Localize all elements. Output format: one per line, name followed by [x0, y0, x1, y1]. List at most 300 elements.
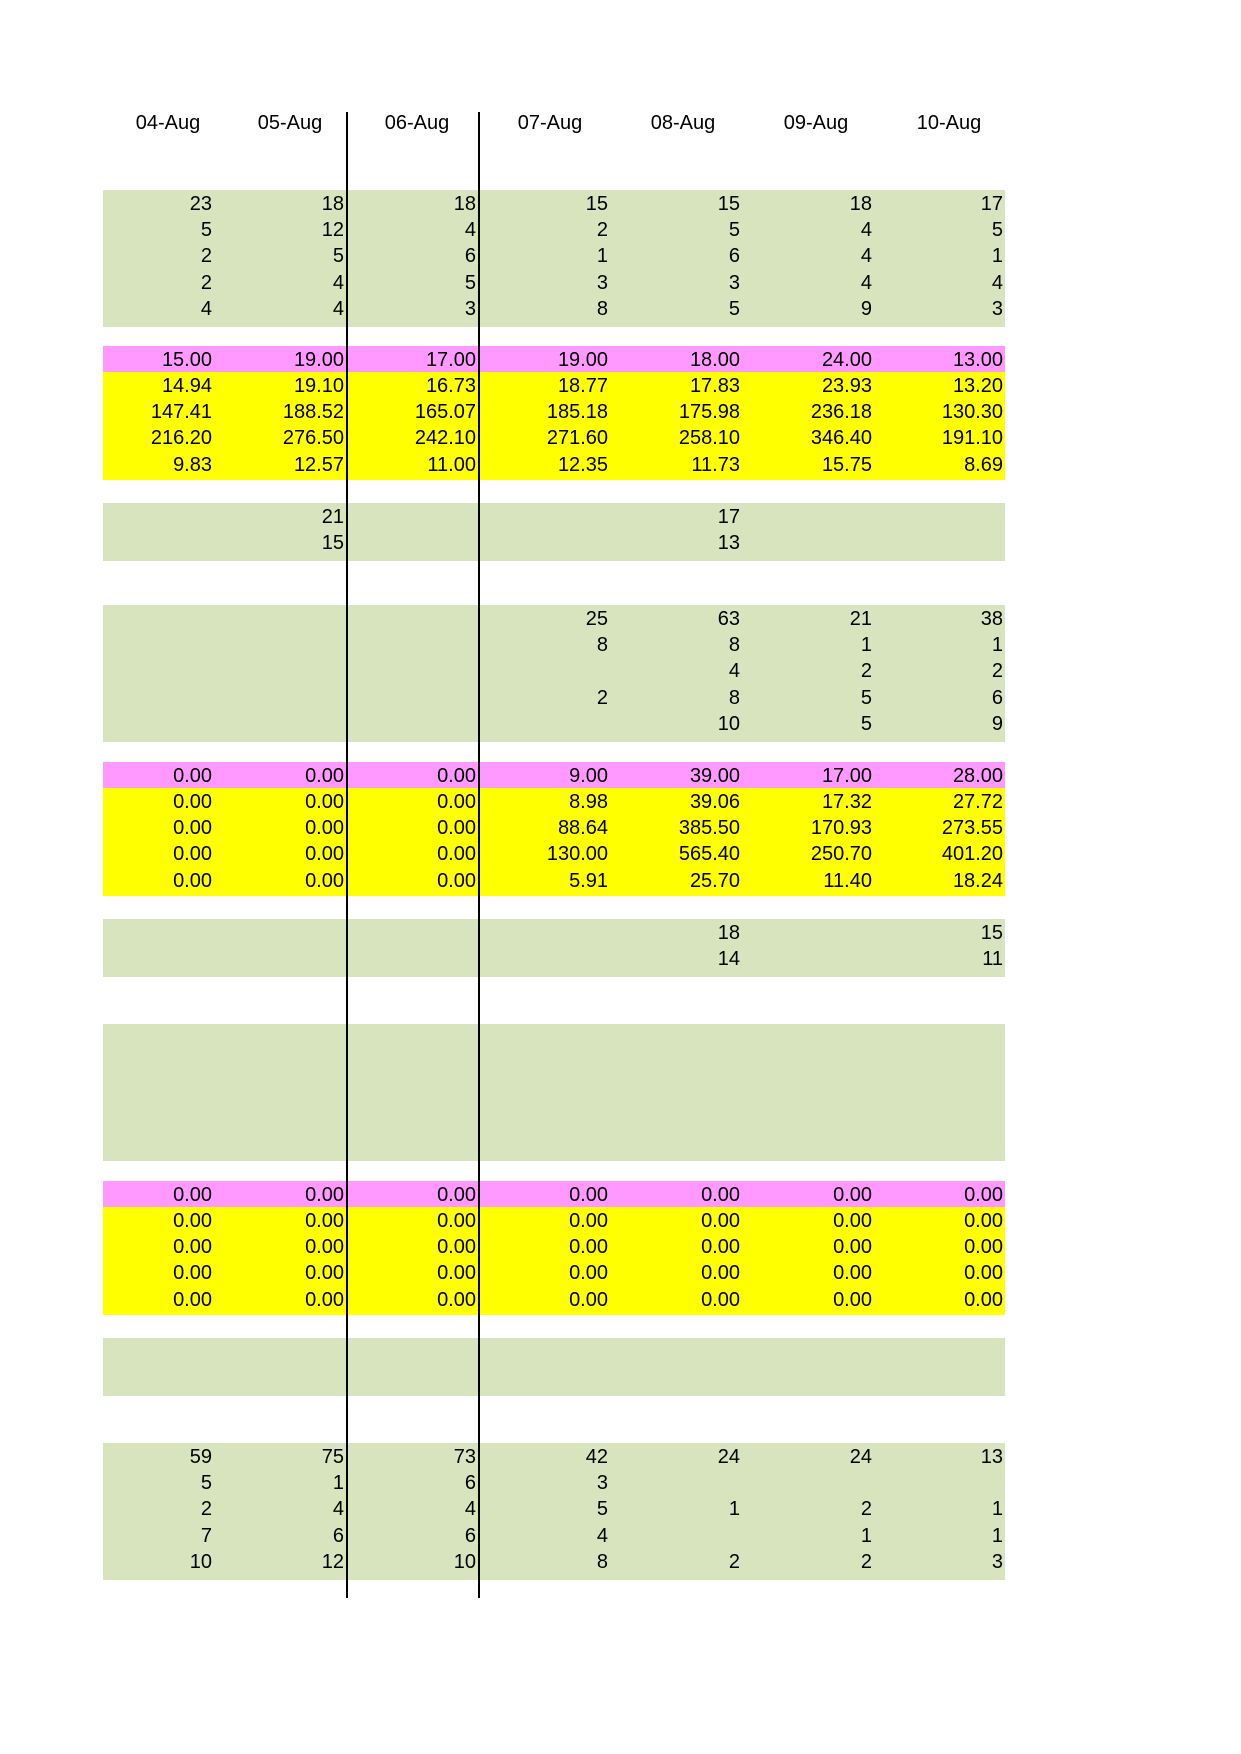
- cell[interactable]: 216.20: [150, 427, 212, 450]
- cell[interactable]: 5: [860, 686, 872, 709]
- cell[interactable]: 17.00: [425, 349, 476, 371]
- cell[interactable]: 11.40: [823, 869, 872, 892]
- cell[interactable]: [356, 685, 476, 711]
- cell[interactable]: [224, 1051, 344, 1077]
- cell[interactable]: 2: [200, 245, 212, 268]
- cell[interactable]: [224, 946, 344, 972]
- cell[interactable]: [752, 1025, 872, 1051]
- cell[interactable]: 3: [596, 1472, 608, 1495]
- cell[interactable]: 24: [717, 1446, 740, 1468]
- cell[interactable]: 18: [849, 193, 872, 215]
- cell[interactable]: 175.98: [678, 401, 740, 424]
- cell[interactable]: 0.00: [437, 1262, 476, 1285]
- cell[interactable]: 15: [321, 532, 344, 555]
- cell[interactable]: 16.73: [425, 375, 476, 397]
- cell[interactable]: 5: [728, 297, 740, 320]
- cell[interactable]: [92, 1051, 212, 1077]
- cell[interactable]: 2: [596, 219, 608, 242]
- cell[interactable]: [488, 1077, 608, 1103]
- cell[interactable]: 191.10: [941, 427, 1003, 450]
- cell[interactable]: 18: [717, 922, 740, 944]
- cell[interactable]: 3: [991, 1550, 1003, 1573]
- cell[interactable]: 6: [991, 686, 1003, 709]
- cell[interactable]: [620, 1339, 740, 1365]
- table-row: [103, 868, 1005, 894]
- cell[interactable]: 15.00: [161, 349, 212, 371]
- cell[interactable]: [356, 1365, 476, 1391]
- cell[interactable]: [883, 1339, 1003, 1365]
- cell[interactable]: [488, 920, 608, 946]
- cell[interactable]: 12: [321, 219, 344, 242]
- cell[interactable]: 0.00: [437, 817, 476, 840]
- cell[interactable]: [620, 1025, 740, 1051]
- cell[interactable]: 17.83: [689, 375, 740, 397]
- cell[interactable]: 12: [321, 1550, 344, 1573]
- cell[interactable]: 0.00: [437, 1236, 476, 1259]
- cell[interactable]: [224, 711, 344, 737]
- cell[interactable]: 236.18: [810, 401, 872, 424]
- cell[interactable]: 1: [991, 634, 1003, 657]
- cell[interactable]: 0.00: [964, 1288, 1003, 1311]
- cell[interactable]: [883, 1470, 1003, 1496]
- cell[interactable]: [488, 1051, 608, 1077]
- cell[interactable]: 8: [596, 634, 608, 657]
- cell[interactable]: 7: [200, 1524, 212, 1547]
- cell[interactable]: 13: [980, 1446, 1003, 1468]
- table-row: [103, 1549, 1005, 1575]
- cell[interactable]: 9.83: [173, 453, 212, 476]
- cell[interactable]: 346.40: [810, 427, 872, 450]
- cell[interactable]: [620, 1365, 740, 1391]
- cell[interactable]: 21: [849, 608, 872, 630]
- cell[interactable]: 13: [717, 532, 740, 555]
- cell[interactable]: [92, 946, 212, 972]
- cell[interactable]: 0.00: [305, 791, 344, 813]
- cell[interactable]: [92, 504, 212, 530]
- cell[interactable]: 185.18: [546, 401, 608, 424]
- cell[interactable]: 2: [860, 1550, 872, 1573]
- cell[interactable]: 0.00: [569, 1210, 608, 1232]
- cell[interactable]: 3: [464, 297, 476, 320]
- cell[interactable]: [224, 1130, 344, 1156]
- cell[interactable]: 0.00: [173, 1236, 212, 1259]
- cell[interactable]: 8: [596, 297, 608, 320]
- cell[interactable]: 15.75: [821, 453, 872, 476]
- cell[interactable]: 1: [860, 1524, 872, 1547]
- cell[interactable]: 11.00: [427, 453, 476, 476]
- cell[interactable]: 0.00: [701, 1210, 740, 1232]
- cell[interactable]: 5: [332, 245, 344, 268]
- cell[interactable]: 170.93: [810, 817, 872, 840]
- cell[interactable]: 0.00: [305, 843, 344, 866]
- cell[interactable]: [356, 1025, 476, 1051]
- cell[interactable]: 11.73: [691, 453, 740, 476]
- cell[interactable]: 273.55: [941, 817, 1003, 840]
- cell[interactable]: 24.00: [821, 349, 872, 371]
- cell[interactable]: 6: [464, 1472, 476, 1495]
- cell[interactable]: 19.00: [557, 349, 608, 371]
- cell[interactable]: 5: [728, 219, 740, 242]
- cell[interactable]: [488, 530, 608, 556]
- cell[interactable]: 2: [728, 1550, 740, 1573]
- cell[interactable]: [224, 1077, 344, 1103]
- cell[interactable]: [92, 632, 212, 658]
- cell[interactable]: [92, 1365, 212, 1391]
- cell[interactable]: 0.00: [305, 1210, 344, 1232]
- cell[interactable]: 19.10: [293, 375, 344, 397]
- cell[interactable]: 242.10: [414, 427, 476, 450]
- cell[interactable]: 4: [332, 271, 344, 294]
- cell[interactable]: 0.00: [964, 1184, 1003, 1206]
- cell[interactable]: 0.00: [305, 1236, 344, 1259]
- cell[interactable]: [92, 530, 212, 556]
- cell[interactable]: 21: [321, 506, 344, 528]
- cell[interactable]: [752, 1470, 872, 1496]
- cell[interactable]: [488, 946, 608, 972]
- cell[interactable]: [356, 504, 476, 530]
- cell[interactable]: 13.20: [952, 375, 1003, 397]
- cell[interactable]: [356, 1077, 476, 1103]
- cell[interactable]: [356, 632, 476, 658]
- cell[interactable]: [752, 1365, 872, 1391]
- cell[interactable]: [356, 946, 476, 972]
- cell[interactable]: 0.00: [173, 817, 212, 840]
- cell[interactable]: [92, 658, 212, 684]
- cell[interactable]: 0.00: [833, 1262, 872, 1285]
- cell[interactable]: 1: [991, 1524, 1003, 1547]
- table-row: [103, 191, 1005, 217]
- cell[interactable]: [488, 1130, 608, 1156]
- cell[interactable]: 3: [596, 271, 608, 294]
- cell[interactable]: [356, 920, 476, 946]
- cell[interactable]: [883, 1130, 1003, 1156]
- cell[interactable]: [752, 1104, 872, 1130]
- cell[interactable]: [488, 658, 608, 684]
- cell[interactable]: 0.00: [173, 1262, 212, 1285]
- cell[interactable]: 0.00: [173, 843, 212, 866]
- cell[interactable]: 13.00: [952, 349, 1003, 371]
- cell[interactable]: [488, 1365, 608, 1391]
- cell[interactable]: 8.69: [964, 453, 1003, 476]
- cell[interactable]: 0.00: [833, 1288, 872, 1311]
- cell[interactable]: 1: [860, 634, 872, 657]
- cell[interactable]: 0.00: [437, 1288, 476, 1311]
- cell[interactable]: 17: [980, 193, 1003, 215]
- cell[interactable]: 10: [189, 1550, 212, 1573]
- cell[interactable]: 250.70: [810, 843, 872, 866]
- cell[interactable]: 0.00: [305, 1288, 344, 1311]
- cell[interactable]: 18.77: [557, 375, 608, 397]
- cell[interactable]: [224, 1025, 344, 1051]
- cell[interactable]: 8: [728, 634, 740, 657]
- cell[interactable]: [356, 1051, 476, 1077]
- cell[interactable]: 0.00: [569, 1184, 608, 1206]
- cell[interactable]: 4: [860, 245, 872, 268]
- cell[interactable]: 5: [991, 219, 1003, 242]
- cell[interactable]: 5: [200, 219, 212, 242]
- cell[interactable]: [224, 1104, 344, 1130]
- cell[interactable]: [620, 1130, 740, 1156]
- cell[interactable]: [883, 1025, 1003, 1051]
- cell[interactable]: 0.00: [305, 1262, 344, 1285]
- cell[interactable]: 12.57: [293, 453, 344, 476]
- cell[interactable]: [92, 1025, 212, 1051]
- cell[interactable]: [752, 530, 872, 556]
- cell[interactable]: 271.60: [546, 427, 608, 450]
- cell[interactable]: 147.41: [150, 401, 212, 424]
- cell[interactable]: 59: [189, 1446, 212, 1468]
- cell[interactable]: 276.50: [282, 427, 344, 450]
- cell[interactable]: 0.00: [437, 1210, 476, 1232]
- cell[interactable]: 9: [860, 297, 872, 320]
- cell[interactable]: 8: [596, 1550, 608, 1573]
- cell[interactable]: [883, 1077, 1003, 1103]
- cell[interactable]: 4: [332, 297, 344, 320]
- cell[interactable]: 4: [728, 660, 740, 683]
- cell[interactable]: 4: [200, 297, 212, 320]
- cell[interactable]: 3: [728, 271, 740, 294]
- cell[interactable]: 0.00: [437, 843, 476, 866]
- cell[interactable]: 2: [860, 1498, 872, 1521]
- cell[interactable]: [92, 1104, 212, 1130]
- cell[interactable]: [752, 920, 872, 946]
- cell[interactable]: [92, 685, 212, 711]
- cell[interactable]: 2: [860, 660, 872, 683]
- cell[interactable]: 0.00: [701, 1262, 740, 1285]
- cell[interactable]: 0.00: [305, 869, 344, 892]
- cell[interactable]: 17.00: [821, 765, 872, 787]
- cell[interactable]: 401.20: [941, 843, 1003, 866]
- cell[interactable]: 0.00: [437, 869, 476, 892]
- cell[interactable]: 0.00: [173, 1210, 212, 1232]
- cell[interactable]: [92, 1339, 212, 1365]
- cell[interactable]: [620, 1470, 740, 1496]
- cell[interactable]: 1: [991, 245, 1003, 268]
- cell[interactable]: 5: [860, 712, 872, 735]
- cell[interactable]: 6: [332, 1524, 344, 1547]
- cell[interactable]: 10: [453, 1550, 476, 1573]
- yellow-calc-block: [103, 788, 1005, 896]
- cell[interactable]: [224, 920, 344, 946]
- cell[interactable]: 10: [717, 712, 740, 735]
- cell[interactable]: 75: [321, 1446, 344, 1468]
- table-row: [103, 1077, 1005, 1103]
- cell[interactable]: [356, 1130, 476, 1156]
- cell[interactable]: [92, 1130, 212, 1156]
- cell[interactable]: 17: [717, 506, 740, 528]
- cell[interactable]: 0.00: [305, 817, 344, 840]
- cell[interactable]: 4: [464, 1498, 476, 1521]
- table-row: [103, 399, 1005, 425]
- cell[interactable]: 5: [596, 1498, 608, 1521]
- cell[interactable]: 0.00: [964, 1262, 1003, 1285]
- cell[interactable]: [883, 1051, 1003, 1077]
- cell[interactable]: 4: [596, 1524, 608, 1547]
- cell[interactable]: [488, 1104, 608, 1130]
- cell[interactable]: 6: [464, 1524, 476, 1547]
- cell[interactable]: [356, 1339, 476, 1365]
- cell[interactable]: 5: [200, 1472, 212, 1495]
- cell[interactable]: 0.00: [701, 1184, 740, 1206]
- cell[interactable]: 9: [991, 712, 1003, 735]
- cell[interactable]: [356, 658, 476, 684]
- cell[interactable]: 0.00: [437, 1184, 476, 1206]
- cell[interactable]: [752, 946, 872, 972]
- cell[interactable]: [752, 1077, 872, 1103]
- cell[interactable]: [620, 1051, 740, 1077]
- cell[interactable]: 39.00: [689, 765, 740, 787]
- cell[interactable]: 23.93: [821, 375, 872, 397]
- cell[interactable]: 0.00: [964, 1236, 1003, 1259]
- cell[interactable]: 18.24: [952, 869, 1003, 892]
- cell[interactable]: 8.98: [569, 791, 608, 813]
- cell[interactable]: 0.00: [173, 869, 212, 892]
- cell[interactable]: 0.00: [833, 1184, 872, 1206]
- cell[interactable]: 385.50: [678, 817, 740, 840]
- cell[interactable]: 0.00: [569, 1236, 608, 1259]
- cell[interactable]: 18.00: [689, 349, 740, 371]
- cell[interactable]: 6: [464, 245, 476, 268]
- cell[interactable]: [752, 1339, 872, 1365]
- cell[interactable]: [356, 530, 476, 556]
- cell[interactable]: 565.40: [678, 843, 740, 866]
- yellow-calc-block: [103, 1207, 1005, 1315]
- cell[interactable]: [752, 504, 872, 530]
- cell[interactable]: 165.07: [414, 401, 476, 424]
- cell[interactable]: 8: [728, 686, 740, 709]
- cell[interactable]: 2: [991, 660, 1003, 683]
- cell[interactable]: 6: [728, 245, 740, 268]
- cell[interactable]: [488, 504, 608, 530]
- cell[interactable]: [883, 530, 1003, 556]
- cell[interactable]: 88.64: [557, 817, 608, 840]
- cell[interactable]: 0.00: [173, 791, 212, 813]
- cell[interactable]: 0.00: [964, 1210, 1003, 1232]
- cell[interactable]: 130.00: [546, 843, 608, 866]
- cell[interactable]: 2: [200, 271, 212, 294]
- cell[interactable]: [488, 711, 608, 737]
- table-row: [103, 1182, 1005, 1208]
- cell[interactable]: [92, 606, 212, 632]
- cell[interactable]: 0.00: [305, 765, 344, 787]
- cell[interactable]: 63: [717, 608, 740, 630]
- cell[interactable]: 5.91: [569, 869, 608, 892]
- cell[interactable]: 39.06: [689, 791, 740, 813]
- cell[interactable]: 2: [596, 686, 608, 709]
- cell[interactable]: 24: [849, 1446, 872, 1468]
- cell[interactable]: 1: [596, 245, 608, 268]
- table-row: [103, 606, 1005, 632]
- cell[interactable]: 28.00: [952, 765, 1003, 787]
- cell[interactable]: [224, 658, 344, 684]
- table-row: [103, 1287, 1005, 1313]
- cell[interactable]: 0.00: [305, 1184, 344, 1206]
- cell[interactable]: [620, 1523, 740, 1549]
- cell[interactable]: 19.00: [293, 349, 344, 371]
- cell[interactable]: 14.94: [161, 375, 212, 397]
- cell[interactable]: 25: [585, 608, 608, 630]
- cell[interactable]: 4: [991, 271, 1003, 294]
- cell[interactable]: [488, 1339, 608, 1365]
- cell[interactable]: 4: [464, 219, 476, 242]
- cell[interactable]: [883, 504, 1003, 530]
- cell[interactable]: 11: [982, 948, 1003, 971]
- cell[interactable]: 1: [728, 1498, 740, 1521]
- cell[interactable]: 3: [991, 297, 1003, 320]
- table-row: [103, 1339, 1005, 1365]
- cell[interactable]: 1: [332, 1472, 344, 1495]
- cell[interactable]: 4: [860, 219, 872, 242]
- cell[interactable]: 0.00: [437, 791, 476, 813]
- cell[interactable]: 38: [980, 608, 1003, 630]
- cell[interactable]: 0.00: [569, 1262, 608, 1285]
- cell[interactable]: 5: [464, 271, 476, 294]
- cell[interactable]: 258.10: [678, 427, 740, 450]
- cell[interactable]: 2: [200, 1498, 212, 1521]
- cell[interactable]: 15: [980, 922, 1003, 944]
- cell[interactable]: [883, 1104, 1003, 1130]
- cell[interactable]: 0.00: [173, 765, 212, 787]
- table-row: [103, 1234, 1005, 1260]
- cell[interactable]: 12.35: [557, 453, 608, 476]
- cell[interactable]: 1: [991, 1498, 1003, 1521]
- cell[interactable]: [356, 606, 476, 632]
- cell[interactable]: 14: [717, 948, 740, 971]
- cell[interactable]: 18: [453, 193, 476, 215]
- counts-block: [103, 1024, 1005, 1161]
- cell[interactable]: 25.70: [689, 869, 740, 892]
- cell[interactable]: 0.00: [437, 765, 476, 787]
- cell[interactable]: [224, 685, 344, 711]
- cell[interactable]: 0.00: [833, 1236, 872, 1259]
- cell[interactable]: 4: [332, 1498, 344, 1521]
- cell[interactable]: [92, 920, 212, 946]
- cell[interactable]: 0.00: [833, 1210, 872, 1232]
- cell[interactable]: [224, 632, 344, 658]
- cell[interactable]: 27.72: [952, 791, 1003, 813]
- cell[interactable]: 15: [585, 193, 608, 215]
- cell[interactable]: [356, 711, 476, 737]
- cell[interactable]: 42: [585, 1446, 608, 1468]
- cell[interactable]: 73: [453, 1446, 476, 1468]
- cell[interactable]: [752, 1130, 872, 1156]
- cell[interactable]: 0.00: [173, 1184, 212, 1206]
- cell[interactable]: [488, 1025, 608, 1051]
- cell[interactable]: [620, 1077, 740, 1103]
- cell[interactable]: 9.00: [569, 765, 608, 787]
- cell[interactable]: [92, 1077, 212, 1103]
- cell[interactable]: 18: [321, 193, 344, 215]
- cell[interactable]: [883, 1365, 1003, 1391]
- cell[interactable]: [224, 606, 344, 632]
- cell[interactable]: 0.00: [701, 1288, 740, 1311]
- cell[interactable]: 0.00: [569, 1288, 608, 1311]
- cell[interactable]: 0.00: [173, 1288, 212, 1311]
- cell[interactable]: 17.32: [821, 791, 872, 813]
- cell[interactable]: [620, 1104, 740, 1130]
- cell[interactable]: 4: [860, 271, 872, 294]
- cell[interactable]: [224, 1365, 344, 1391]
- cell[interactable]: 188.52: [282, 401, 344, 424]
- cell[interactable]: 0.00: [701, 1236, 740, 1259]
- cell[interactable]: [224, 1339, 344, 1365]
- cell[interactable]: [92, 711, 212, 737]
- cell[interactable]: 23: [189, 193, 212, 215]
- cell[interactable]: [356, 1104, 476, 1130]
- cell[interactable]: [752, 1051, 872, 1077]
- cell[interactable]: 130.30: [941, 401, 1003, 424]
- cell[interactable]: 15: [717, 193, 740, 215]
